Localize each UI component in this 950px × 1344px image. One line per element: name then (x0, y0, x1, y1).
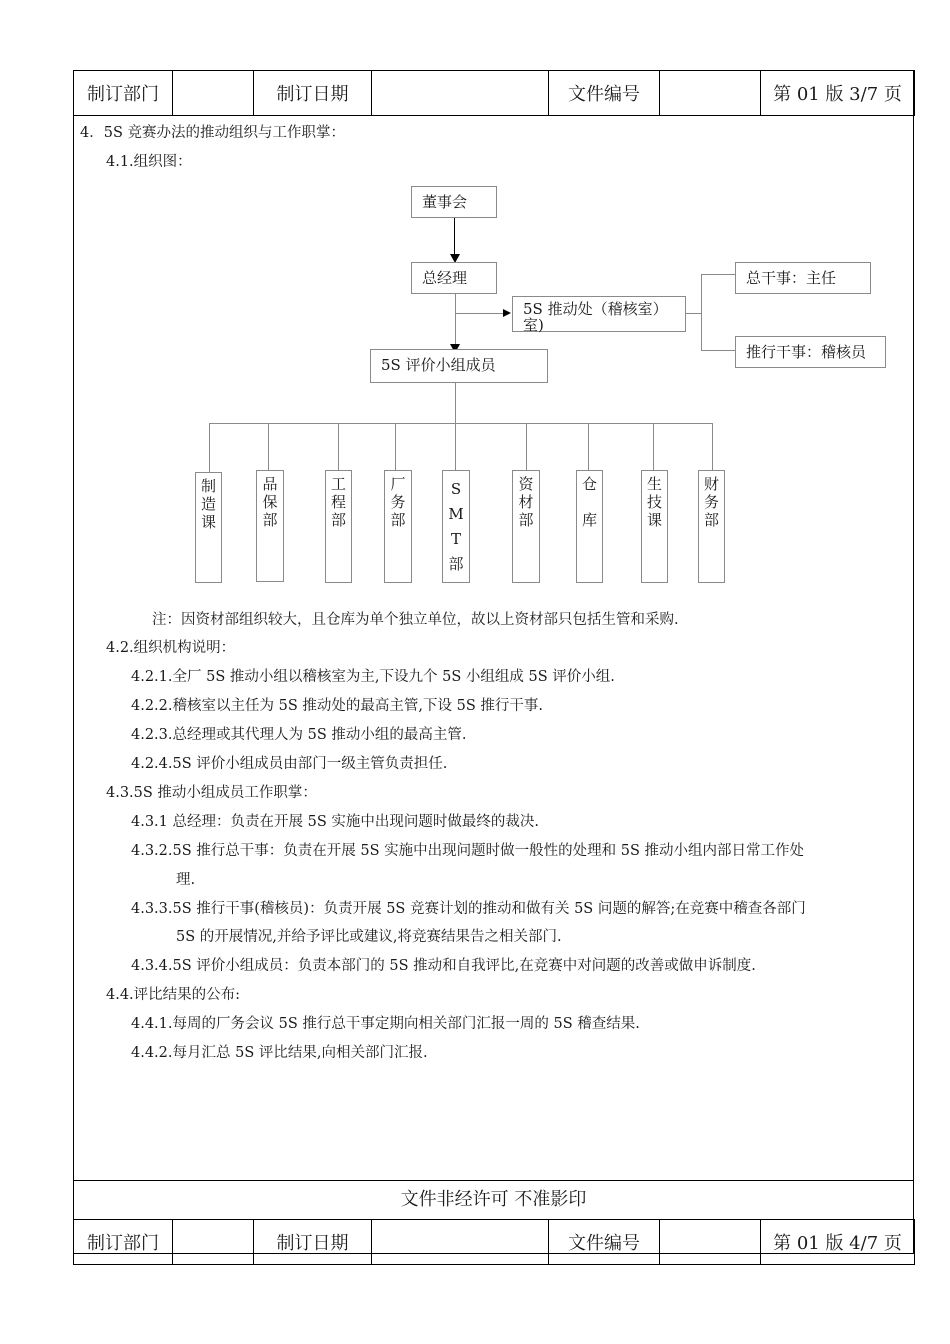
org-box-eval-group: 5S 评价小组成员 (370, 349, 548, 383)
connector-dept-bus (209, 423, 713, 424)
footer-notice: 文件非经许可 不准影印 (73, 1180, 914, 1220)
docno-label: 文件编号 (549, 1220, 660, 1265)
dept-box-warehouse: 仓 库 (576, 470, 603, 583)
connector-dept-drop (712, 423, 713, 472)
org-box-gm: 总经理 (411, 262, 497, 294)
docno-label: 文件编号 (549, 71, 660, 116)
connector-to-chief (701, 274, 735, 275)
section-4-3-1: 4.3.1 总经理：负责在开展 5S 实施中出现问题时做最终的裁决. (131, 814, 539, 830)
org-note: 注：因资材部组织较大，且仓库为单个独立单位，故以上资材部只包括生管和采购. (152, 612, 679, 628)
dept-box-engineering: 工 程 部 (325, 470, 352, 583)
arrow-right-icon (503, 309, 511, 317)
section-4-2-4: 4.2.4.5S 评价小组成员由部门一级主管负责担任. (131, 756, 448, 772)
section-4-2-3: 4.2.3.总经理或其代理人为 5S 推动小组的最高主管. (131, 727, 467, 743)
page-frame (73, 70, 914, 1254)
section-4-4-2: 4.4.2.每月汇总 5S 评比结果,向相关部门汇报. (131, 1045, 428, 1061)
dept-box-manufacturing: 制 造 课 (195, 472, 222, 583)
connector-office-branch (686, 313, 701, 314)
section-4-3-3-cont: 5S 的开展情况,并给予评比或建议,将竞赛结果告之相关部门. (176, 929, 562, 945)
connector-to-promoter (701, 350, 735, 351)
org-box-promo-office (512, 296, 686, 332)
version-label: 第 01 版 3/7 页 (761, 71, 915, 116)
section-4-3-2: 4.3.2.5S 推行总干事：负责在开展 5S 实施中出现问题时做一般性的处理和 5S 推动小组内部日常工作处 (131, 843, 805, 859)
date-value (372, 71, 549, 116)
connector-dept-drop (338, 423, 339, 472)
section-4-1-title: 4.1.组织图： (106, 154, 192, 170)
connector-board-gm (454, 218, 455, 254)
dept-box-smt: S M T 部 (442, 470, 470, 583)
dept-box-facilities: 厂 务 部 (384, 470, 412, 583)
connector-dept-drop (526, 423, 527, 472)
section-4-2-title: 4.2.组织机构说明： (106, 640, 236, 656)
connector-gm-eval (455, 294, 456, 346)
connector-dept-drop (588, 423, 589, 472)
date-label: 制订日期 (254, 1220, 372, 1265)
section-4-2-2: 4.2.2.稽核室以主任为 5S 推动处的最高主管,下设 5S 推行干事. (131, 698, 543, 714)
docno-value (660, 71, 761, 116)
org-box-board: 董事会 (411, 186, 497, 218)
connector-dept-drop (455, 423, 456, 472)
section-4-4-title: 4.4.评比结果的公布: (106, 987, 241, 1003)
dept-label: 制订部门 (74, 71, 173, 116)
connector-branch-vertical (701, 274, 702, 350)
section-4-3-4: 4.3.4.5S 评价小组成员：负责本部门的 5S 推动和自我评比,在竞赛中对问题的改善或做申诉制度. (131, 958, 756, 974)
dept-value (173, 71, 254, 116)
org-box-promoter: 推行干事：稽核员 (735, 336, 886, 368)
dept-label: 制订部门 (74, 1220, 173, 1265)
header-table (73, 70, 915, 116)
dept-value (173, 1220, 254, 1265)
dept-box-finance: 财 务 部 (698, 470, 725, 583)
connector-eval-bus (455, 383, 456, 424)
date-value (372, 1220, 549, 1265)
section-4-3-title: 4.3.5S 推动小组成员工作职掌： (106, 785, 317, 801)
section-4-3-2-cont: 理. (176, 872, 196, 888)
docno-value (660, 1220, 761, 1265)
dept-box-production-tech: 生 技 课 (641, 470, 668, 583)
connector-dept-drop (209, 423, 210, 473)
header-table-next (73, 1219, 915, 1265)
dept-box-quality: 品 保 部 (256, 470, 284, 582)
connector-dept-drop (653, 423, 654, 472)
dept-box-materials: 资 材 部 (512, 470, 540, 583)
section-4-3-3: 4.3.3.5S 推行干事(稽核员)：负责开展 5S 竞赛计划的推动和做有关 5S 问题的解答;在竞赛中稽查各部门 (131, 901, 806, 917)
promo-office-label: 5S 推动处（稽核室） (523, 300, 668, 318)
version-label: 第 01 版 4/7 页 (761, 1220, 915, 1265)
date-label: 制订日期 (254, 71, 372, 116)
promo-office-wrap: 室) (523, 316, 544, 334)
connector-dept-drop (268, 423, 269, 472)
connector-gm-office (455, 313, 503, 314)
section-4-4-1: 4.4.1.每周的厂务会议 5S 推行总干事定期向相关部门汇报一周的 5S 稽查结果. (131, 1016, 640, 1032)
section-4-title: 4．5S 竞赛办法的推动组织与工作职掌： (80, 125, 345, 141)
section-4-2-1: 4.2.1.全厂 5S 推动小组以稽核室为主,下设九个 5S 小组组成 5S 评价小组. (131, 669, 615, 685)
connector-dept-drop (395, 423, 396, 472)
org-box-chief: 总干事：主任 (735, 262, 871, 294)
